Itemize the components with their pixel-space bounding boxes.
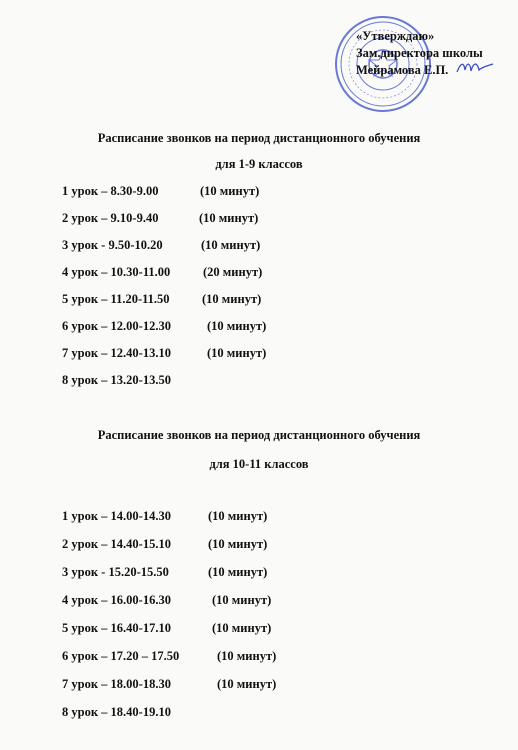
schedule-row <box>62 211 259 226</box>
schedule-row <box>62 319 267 334</box>
schedule-row <box>62 238 261 253</box>
break-duration: (10 минут) <box>200 184 260 198</box>
break-duration: (10 минут) <box>207 346 267 360</box>
schedule-row <box>62 265 263 280</box>
schedule-row <box>62 705 171 720</box>
schedule-row <box>62 292 262 307</box>
lesson-time: 4 урок – 16.00-16.30 <box>62 593 171 607</box>
lesson-time: 8 урок – 18.40-19.10 <box>62 705 171 719</box>
section2-subtitle: для 10-11 классов <box>209 457 309 471</box>
break-duration: (10 минут) <box>202 292 262 306</box>
lesson-time: 3 урок - 15.20-15.50 <box>62 565 169 579</box>
schedule-row <box>62 184 260 199</box>
section2-title: Расписание звонков на период дистанционного обучения <box>97 428 421 442</box>
lesson-time: 6 урок – 17.20 – 17.50 <box>62 649 180 663</box>
approval-name: Мейрамова Е.П. <box>356 63 449 77</box>
lesson-time: 6 урок – 12.00-12.30 <box>62 319 171 333</box>
approval-title: «Утверждаю» <box>356 29 435 43</box>
schedule-row <box>62 346 267 361</box>
schedule-row <box>62 373 171 388</box>
lesson-time: 3 урок - 9.50-10.20 <box>62 238 163 252</box>
approval-position: Зам.директора школы <box>356 46 483 60</box>
schedule-row <box>62 565 268 580</box>
break-duration: (20 минут) <box>203 265 263 279</box>
break-duration: (10 минут) <box>199 211 259 225</box>
schedule-row <box>62 621 272 636</box>
signature <box>455 58 495 76</box>
break-duration: (10 минут) <box>217 677 277 691</box>
schedule-row <box>62 593 272 608</box>
lesson-time: 1 урок – 8.30-9.00 <box>62 184 159 198</box>
break-duration: (10 минут) <box>208 537 268 551</box>
lesson-time: 5 урок – 11.20-11.50 <box>62 292 170 306</box>
schedule-row <box>62 509 268 524</box>
lesson-time: 2 урок – 9.10-9.40 <box>62 211 159 225</box>
break-duration: (10 минут) <box>208 509 268 523</box>
lesson-time: 4 урок – 10.30-11.00 <box>62 265 171 279</box>
break-duration: (10 минут) <box>201 238 261 252</box>
lesson-time: 7 урок – 18.00-18.30 <box>62 677 171 691</box>
break-duration: (10 минут) <box>217 649 277 663</box>
schedule-row <box>62 537 268 552</box>
lesson-time: 5 урок – 16.40-17.10 <box>62 621 171 635</box>
section1-title: Расписание звонков на период дистанционного обучения <box>97 131 421 145</box>
lesson-time: 7 урок – 12.40-13.10 <box>62 346 171 360</box>
lesson-time: 2 урок – 14.40-15.10 <box>62 537 171 551</box>
schedule-row <box>62 649 277 664</box>
lesson-time: 8 урок – 13.20-13.50 <box>62 373 171 387</box>
schedule-row <box>62 677 277 692</box>
lesson-time: 1 урок – 14.00-14.30 <box>62 509 171 523</box>
break-duration: (10 минут) <box>212 593 272 607</box>
section1-subtitle: для 1-9 классов <box>215 157 303 171</box>
break-duration: (10 минут) <box>212 621 272 635</box>
break-duration: (10 минут) <box>207 319 267 333</box>
break-duration: (10 минут) <box>208 565 268 579</box>
